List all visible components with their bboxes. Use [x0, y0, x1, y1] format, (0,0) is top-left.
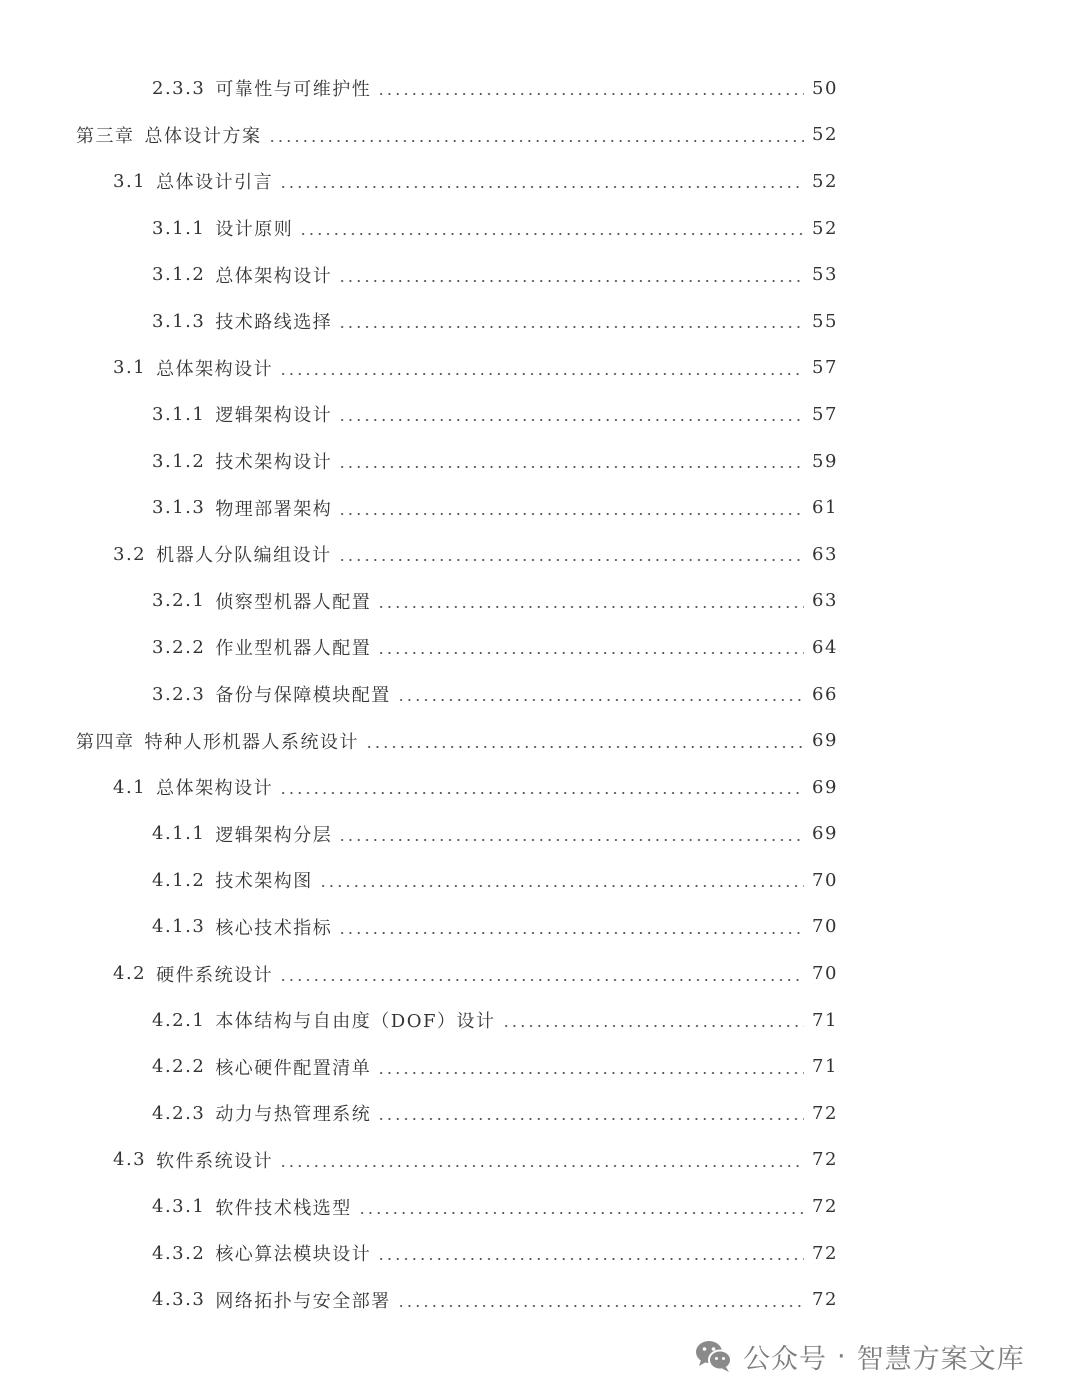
toc-dot-leader — [338, 839, 804, 841]
toc-entry-number: 4.2.2 — [152, 1056, 206, 1078]
toc-entry[interactable] — [0, 298, 1080, 345]
toc-entry-title: 硬件系统设计 — [156, 964, 274, 986]
toc-entry-number: 4.3.2 — [152, 1242, 206, 1264]
toc-entry[interactable] — [0, 251, 1080, 298]
toc-entry-number: 第四章 — [76, 731, 135, 753]
toc-entry-page: 72 — [812, 1102, 838, 1124]
toc-entry-number: 3.2 — [113, 543, 147, 565]
toc-entry-title: 总体架构设计 — [156, 778, 274, 800]
toc-entry-page: 61 — [812, 497, 838, 519]
toc-entry-number: 3.1.1 — [152, 403, 206, 425]
toc-entry-page: 70 — [812, 963, 838, 985]
toc-entry-page: 72 — [812, 1196, 838, 1218]
toc-entry[interactable] — [0, 857, 1080, 904]
toc-entry-number: 4.1.1 — [152, 823, 206, 845]
toc-dot-leader — [358, 1212, 804, 1214]
toc-entry-page: 50 — [812, 77, 838, 99]
toc-dot-leader — [338, 280, 804, 282]
toc-entry[interactable] — [0, 391, 1080, 438]
toc-entry-number: 3.1.1 — [152, 217, 206, 239]
watermark-separator: · — [837, 1340, 847, 1372]
toc-dot-leader — [338, 513, 804, 515]
toc-entry[interactable] — [0, 1183, 1080, 1230]
toc-entry[interactable] — [0, 484, 1080, 531]
toc-entry-page: 69 — [812, 730, 838, 752]
toc-dot-leader — [299, 233, 804, 235]
toc-entry[interactable] — [0, 1043, 1080, 1090]
toc-entry-title: 侦察型机器人配置 — [215, 591, 372, 613]
toc-entry-title: 逻辑架构设计 — [215, 405, 333, 427]
toc-entry-title: 技术架构设计 — [215, 452, 333, 474]
toc-dot-leader — [377, 606, 804, 608]
toc-dot-leader — [397, 699, 804, 701]
watermark-label: 公众号 — [743, 1343, 827, 1375]
toc-entry-page: 64 — [812, 636, 838, 658]
toc-entry[interactable] — [0, 764, 1080, 811]
toc-entry[interactable] — [0, 950, 1080, 997]
toc-entry-title: 技术路线选择 — [215, 312, 333, 334]
toc-entry-title: 总体设计引言 — [156, 172, 274, 194]
toc-entry-page: 69 — [812, 823, 838, 845]
toc-entry-title: 可靠性与可维护性 — [215, 79, 372, 101]
toc-entry[interactable] — [0, 1276, 1080, 1323]
toc-dot-leader — [502, 1025, 805, 1027]
toc-entry-page: 63 — [812, 590, 838, 612]
toc-entry-title: 本体结构与自由度（DOF）设计 — [215, 1011, 496, 1033]
toc-entry-title: 核心硬件配置清单 — [215, 1057, 372, 1079]
toc-entry-page: 52 — [812, 170, 838, 192]
toc-entry-title: 逻辑架构分层 — [215, 824, 333, 846]
toc-entry-number: 4.2.3 — [152, 1102, 206, 1124]
toc-dot-leader — [377, 1258, 804, 1260]
toc-entry-page: 72 — [812, 1149, 838, 1171]
toc-entry-title: 机器人分队编组设计 — [156, 545, 332, 567]
toc-entry-number: 4.3.3 — [152, 1289, 206, 1311]
toc-entry-number: 3.2.1 — [152, 590, 206, 612]
toc-dot-leader — [319, 885, 804, 887]
toc-dot-leader — [397, 1305, 804, 1307]
toc-entry-number: 4.2 — [113, 963, 147, 985]
toc-entry-number: 4.3 — [113, 1149, 147, 1171]
toc-entry[interactable] — [0, 717, 1080, 764]
toc-entry[interactable] — [0, 578, 1080, 625]
toc-dot-leader — [377, 1072, 804, 1074]
toc-dot-leader — [377, 93, 804, 95]
toc-dot-leader — [268, 140, 805, 142]
toc-entry-title: 设计原则 — [215, 219, 294, 241]
toc-dot-leader — [279, 1165, 804, 1167]
toc-entry-page: 59 — [812, 450, 838, 472]
toc-entry-title: 总体架构设计 — [215, 265, 333, 287]
toc-entry[interactable] — [0, 1230, 1080, 1277]
toc-entry-title: 物理部署架构 — [215, 498, 333, 520]
toc-entry-number: 4.1.3 — [152, 916, 206, 938]
toc-entry-page: 66 — [812, 683, 838, 705]
toc-entry[interactable] — [0, 904, 1080, 951]
toc-entry-title: 作业型机器人配置 — [215, 638, 372, 660]
toc-entry-page: 72 — [812, 1242, 838, 1264]
toc-entry-page: 71 — [812, 1009, 838, 1031]
toc-entry-page: 72 — [812, 1289, 838, 1311]
toc-dot-leader — [338, 932, 804, 934]
toc-entry-page: 52 — [812, 124, 838, 146]
toc-entry[interactable] — [0, 65, 1080, 112]
toc-entry-title: 总体架构设计 — [156, 358, 274, 380]
toc-entry-number: 3.1 — [113, 170, 147, 192]
watermark-account: 智慧方案文库 — [856, 1343, 1025, 1375]
toc-entry[interactable] — [0, 624, 1080, 671]
toc-dot-leader — [338, 326, 804, 328]
toc-entry-page: 57 — [812, 357, 838, 379]
toc-entry-number: 3.2.3 — [152, 683, 206, 705]
toc-entry[interactable] — [0, 997, 1080, 1044]
toc-entry-page: 53 — [812, 264, 838, 286]
toc-entry-page: 55 — [812, 310, 838, 332]
toc-entry-title: 备份与保障模块配置 — [215, 685, 391, 707]
toc-entry-number: 3.1.3 — [152, 310, 206, 332]
toc-entry[interactable] — [0, 1137, 1080, 1184]
toc-entry-number: 4.1.2 — [152, 869, 206, 891]
toc-entry-title: 核心技术指标 — [215, 917, 333, 939]
toc-entry[interactable] — [0, 438, 1080, 485]
toc-dot-leader — [338, 466, 804, 468]
toc-entry[interactable] — [0, 1090, 1080, 1137]
toc-entry[interactable] — [0, 205, 1080, 252]
toc-dot-leader — [279, 979, 804, 981]
toc-dot-leader — [338, 559, 804, 561]
toc-entry-page: 57 — [812, 403, 838, 425]
toc-entry-number: 3.1.2 — [152, 450, 206, 472]
toc-dot-leader — [279, 792, 804, 794]
toc-entry-title: 软件系统设计 — [156, 1150, 274, 1172]
toc-entry-number: 3.1.3 — [152, 497, 206, 519]
toc-entry-page: 70 — [812, 869, 838, 891]
toc-dot-leader — [365, 746, 804, 748]
toc-entry-number: 4.2.1 — [152, 1009, 206, 1031]
toc-entry-page: 70 — [812, 916, 838, 938]
toc-dot-leader — [279, 373, 804, 375]
toc-entry-title: 软件技术栈选型 — [215, 1197, 352, 1219]
toc-entry-title: 核心算法模块设计 — [215, 1244, 372, 1266]
toc-entry-title: 总体设计方案 — [144, 125, 262, 147]
toc-entry-page: 71 — [812, 1056, 838, 1078]
toc-entry-number: 4.3.1 — [152, 1196, 206, 1218]
table-of-contents — [0, 65, 1080, 1323]
toc-dot-leader — [279, 186, 804, 188]
toc-dot-leader — [377, 1118, 804, 1120]
toc-entry-title: 特种人形机器人系统设计 — [144, 731, 359, 753]
toc-entry[interactable] — [0, 811, 1080, 858]
toc-dot-leader — [338, 419, 804, 421]
watermark — [695, 1333, 1025, 1379]
wechat-icon — [695, 1339, 733, 1373]
toc-entry-number: 2.3.3 — [152, 77, 206, 99]
toc-entry[interactable] — [0, 112, 1080, 159]
toc-entry-page: 63 — [812, 543, 838, 565]
toc-entry-number: 3.1.2 — [152, 264, 206, 286]
toc-entry-page: 52 — [812, 217, 838, 239]
toc-entry-page: 69 — [812, 776, 838, 798]
toc-entry[interactable] — [0, 158, 1080, 205]
toc-entry[interactable] — [0, 345, 1080, 392]
toc-entry[interactable] — [0, 671, 1080, 718]
toc-entry-number: 第三章 — [76, 125, 135, 147]
toc-entry-number: 3.1 — [113, 357, 147, 379]
toc-dot-leader — [377, 652, 804, 654]
toc-entry-title: 技术架构图 — [215, 871, 313, 893]
toc-entry-number: 4.1 — [113, 776, 147, 798]
toc-entry[interactable] — [0, 531, 1080, 578]
toc-entry-title: 网络拓扑与安全部署 — [215, 1290, 391, 1312]
toc-entry-number: 3.2.2 — [152, 636, 206, 658]
toc-entry-title: 动力与热管理系统 — [215, 1104, 372, 1126]
